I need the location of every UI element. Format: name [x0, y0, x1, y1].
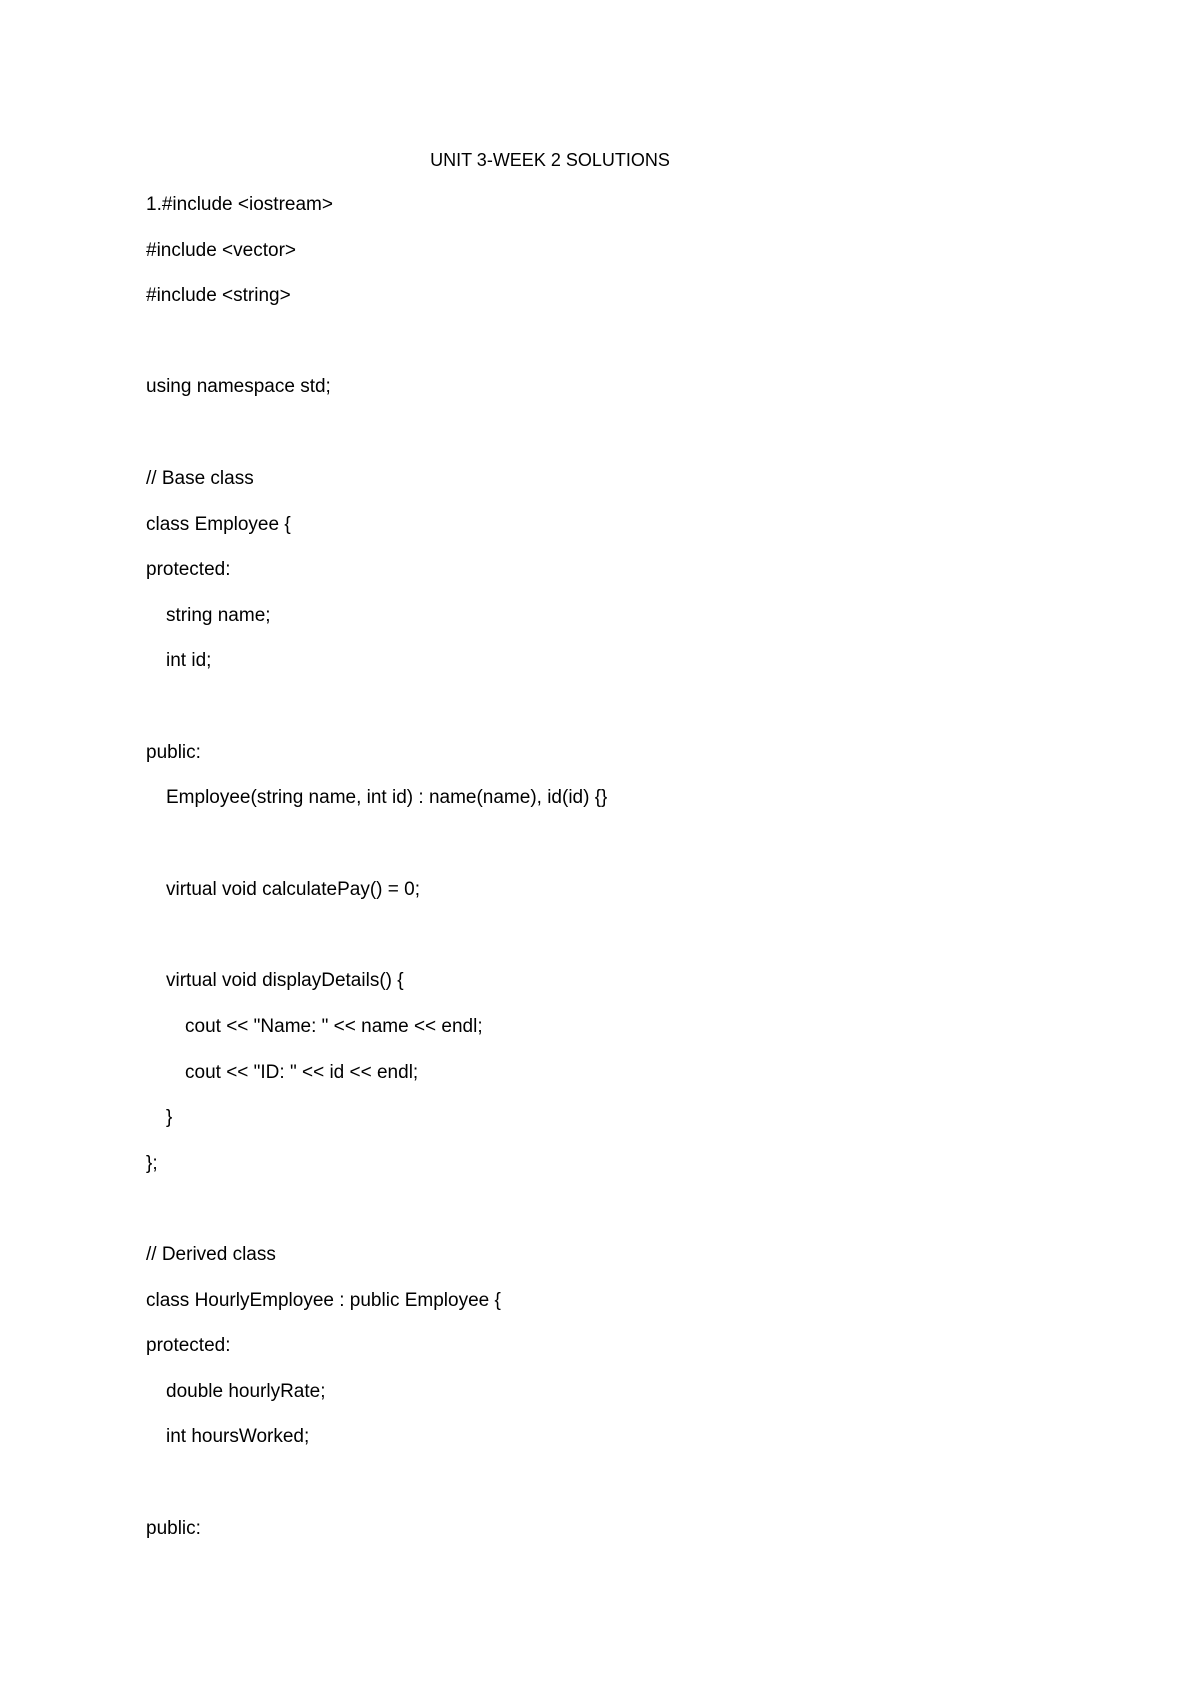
code-line-protected: protected:	[146, 559, 231, 580]
code-line-include-string: #include <string>	[146, 285, 291, 306]
code-line-protected-2: protected:	[146, 1335, 231, 1356]
code-line-include-iostream: 1.#include <iostream>	[146, 194, 333, 215]
code-line-cout-name: cout << "Name: " << name << endl;	[185, 1016, 483, 1037]
document-title: UNIT 3-WEEK 2 SOLUTIONS	[430, 150, 670, 170]
code-line-comment-derived-class: // Derived class	[146, 1244, 276, 1265]
code-line-display-details: virtual void displayDetails() {	[166, 970, 404, 991]
code-line-public: public:	[146, 742, 201, 763]
code-line-double-hourly-rate: double hourlyRate;	[166, 1381, 326, 1402]
code-line-close-brace-class: };	[146, 1153, 158, 1174]
code-line-class-hourly-employee: class HourlyEmployee : public Employee {	[146, 1290, 501, 1311]
code-line-public-2: public:	[146, 1518, 201, 1539]
code-line-int-hours-worked: int hoursWorked;	[166, 1426, 310, 1447]
code-line-class-employee: class Employee {	[146, 514, 291, 535]
code-line-include-vector: #include <vector>	[146, 240, 296, 261]
code-line-calculate-pay: virtual void calculatePay() = 0;	[166, 879, 420, 900]
code-line-int-id: int id;	[166, 650, 212, 671]
code-line-string-name: string name;	[166, 605, 271, 626]
code-line-using-namespace: using namespace std;	[146, 376, 331, 397]
code-line-employee-constructor: Employee(string name, int id) : name(name), id(id) {}	[166, 787, 608, 808]
code-line-cout-id: cout << "ID: " << id << endl;	[185, 1062, 419, 1083]
code-line-comment-base-class: // Base class	[146, 468, 254, 489]
code-line-close-brace-method: }	[166, 1107, 173, 1128]
